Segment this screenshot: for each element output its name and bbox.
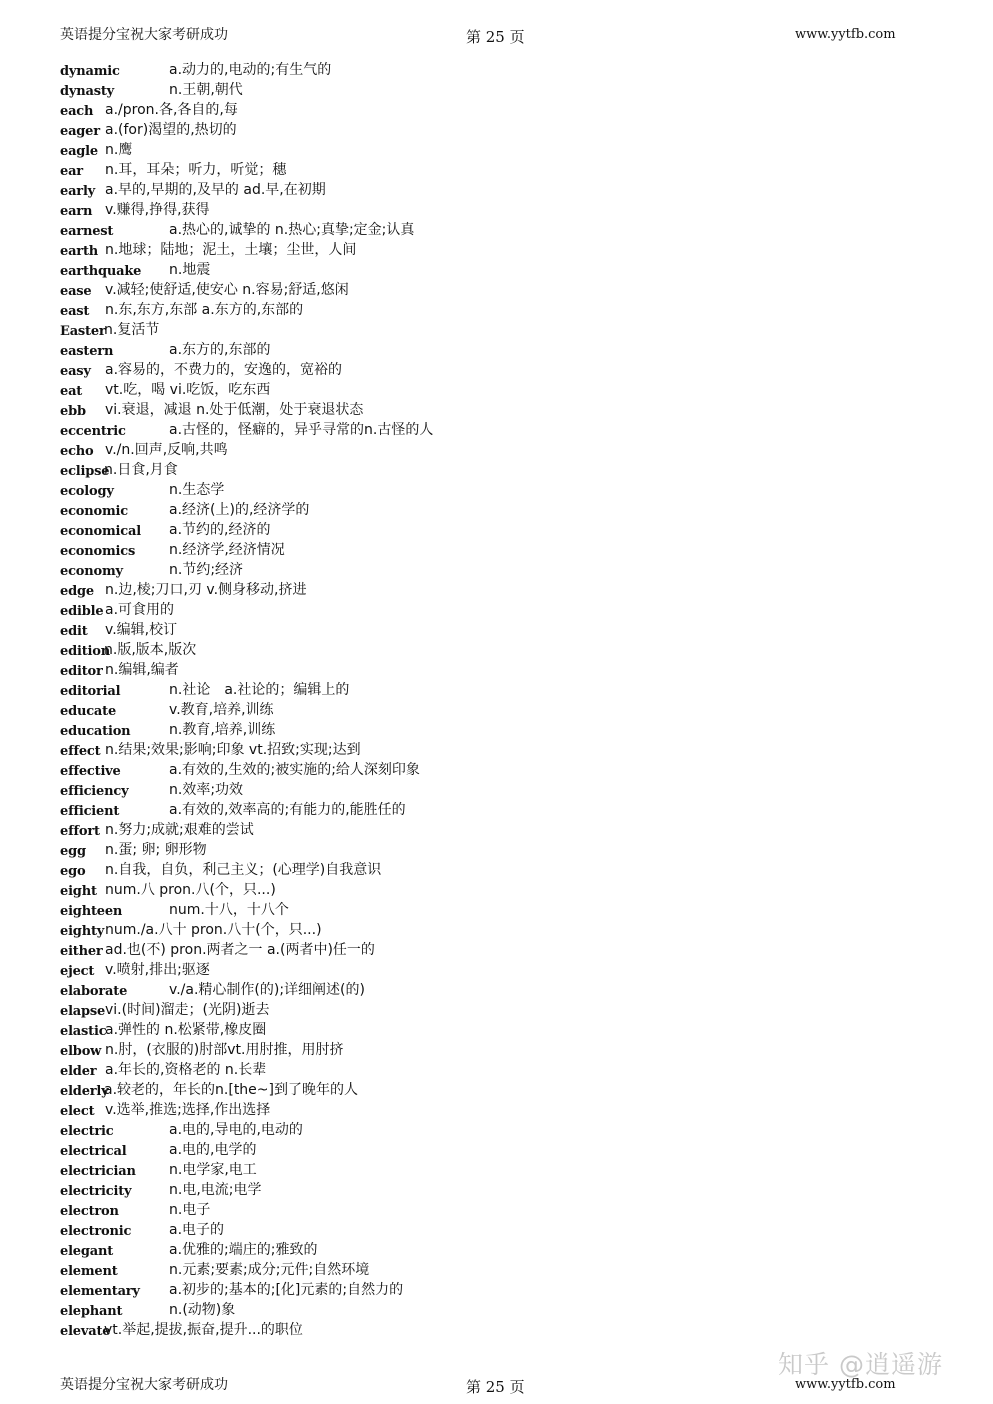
vocab-definition: n.结果;效果;影响;印象 vt.招致;实现;达到 xyxy=(105,742,361,758)
vocab-entry xyxy=(60,600,940,620)
vocab-definition: n.社论 a.社论的；编辑上的 xyxy=(169,682,350,698)
header-website: www.yytfb.com xyxy=(795,27,896,42)
vocab-entry xyxy=(60,920,940,940)
vocab-entry xyxy=(60,1240,940,1260)
vocab-entry xyxy=(60,120,940,140)
vocab-word: effort xyxy=(60,824,100,839)
vocab-entry xyxy=(60,1120,940,1140)
vocab-word: east xyxy=(60,304,90,319)
vocab-definition: a.有效的,效率高的;有能力的,能胜任的 xyxy=(169,802,406,818)
vocab-entry xyxy=(60,60,940,80)
vocab-entry xyxy=(60,660,940,680)
vocab-word: elect xyxy=(60,1104,95,1119)
vocab-definition: a./pron.各,各自的,每 xyxy=(105,102,238,118)
header-page-number: 第 25 页 xyxy=(466,28,525,46)
vocab-word: early xyxy=(60,184,96,199)
vocab-word: effect xyxy=(60,744,101,759)
vocab-definition: num.八 pron.八(个，只...) xyxy=(105,882,276,898)
vocab-word: edition xyxy=(60,644,110,659)
vocab-word: electricity xyxy=(60,1184,132,1199)
vocab-entry xyxy=(60,880,940,900)
vocab-definition: a.电的,导电的,电动的 xyxy=(169,1122,303,1138)
vocab-definition: a.节约的,经济的 xyxy=(169,522,271,538)
vocab-word: eccentric xyxy=(60,424,126,439)
vocabulary-list xyxy=(60,60,940,1340)
vocab-entry xyxy=(60,1200,940,1220)
vocab-word: eclipse xyxy=(60,464,110,479)
vocab-definition: a.古怪的，怪癖的，异乎寻常的n.古怪的人 xyxy=(169,422,434,438)
vocab-word: economical xyxy=(60,524,141,539)
vocab-entry xyxy=(60,900,940,920)
vocab-definition: n.节约;经济 xyxy=(169,562,244,578)
vocab-entry xyxy=(60,500,940,520)
vocab-entry xyxy=(60,260,940,280)
vocab-word: editor xyxy=(60,664,103,679)
vocab-word: earthquake xyxy=(60,264,142,279)
vocab-definition: v.喷射,排出;驱逐 xyxy=(105,962,210,978)
vocab-definition: n.(动物)象 xyxy=(169,1302,236,1318)
vocab-entry xyxy=(60,740,940,760)
vocab-word: each xyxy=(60,104,94,119)
vocab-entry xyxy=(60,520,940,540)
vocab-entry xyxy=(60,1300,940,1320)
vocab-definition: n.效率;功效 xyxy=(169,782,244,798)
vocab-entry xyxy=(60,580,940,600)
vocab-definition: v.减轻;使舒适,使安心 n.容易;舒适,悠闲 xyxy=(105,282,349,298)
vocab-word: elegant xyxy=(60,1244,114,1259)
vocab-entry xyxy=(60,460,940,480)
vocab-word: economy xyxy=(60,564,123,579)
vocab-entry xyxy=(60,1220,940,1240)
vocab-word: earth xyxy=(60,244,99,259)
vocab-word: easy xyxy=(60,364,91,379)
vocab-word: eagle xyxy=(60,144,98,159)
vocab-entry xyxy=(60,440,940,460)
page-header xyxy=(0,24,993,46)
vocab-entry xyxy=(60,420,940,440)
vocab-definition: n.自我，自负，利己主义；(心理学)自我意识 xyxy=(105,862,382,878)
vocab-word: eight xyxy=(60,884,97,899)
vocab-word: earnest xyxy=(60,224,114,239)
vocab-entry xyxy=(60,320,940,340)
vocab-definition: a.热心的,诚挚的 n.热心;真挚;定金;认真 xyxy=(169,222,415,238)
vocab-definition: n.地震 xyxy=(169,262,211,278)
vocab-entry xyxy=(60,180,940,200)
vocab-word: efficiency xyxy=(60,784,129,799)
vocab-word: eat xyxy=(60,384,83,399)
vocab-definition: n.电,电流;电学 xyxy=(169,1182,262,1198)
footer-website: www.yytfb.com xyxy=(795,1377,896,1392)
vocab-entry xyxy=(60,240,940,260)
footer-page-number: 第 25 页 xyxy=(466,1378,525,1396)
vocab-entry xyxy=(60,640,940,660)
vocab-word: electron xyxy=(60,1204,119,1219)
vocab-definition: vt.吃，喝 vi.吃饭，吃东西 xyxy=(105,382,271,398)
vocab-definition: n.边,棱;刀口,刃 v.侧身移动,挤进 xyxy=(105,582,307,598)
vocab-entry xyxy=(60,1060,940,1080)
vocab-entry xyxy=(60,960,940,980)
vocab-word: ebb xyxy=(60,404,86,419)
vocab-word: ecology xyxy=(60,484,114,499)
vocab-entry xyxy=(60,800,940,820)
vocab-definition: a.有效的,生效的;被实施的;给人深刻印象 xyxy=(169,762,420,778)
vocab-entry xyxy=(60,1020,940,1040)
vocab-definition: a.电的,电学的 xyxy=(169,1142,257,1158)
vocab-entry xyxy=(60,340,940,360)
vocab-definition: n.电子 xyxy=(169,1202,211,1218)
vocab-entry xyxy=(60,1320,940,1340)
vocab-word: edit xyxy=(60,624,88,639)
vocab-entry xyxy=(60,860,940,880)
vocab-entry xyxy=(60,540,940,560)
vocab-word: elapse xyxy=(60,1004,106,1019)
vocab-definition: n.生态学 xyxy=(169,482,225,498)
vocab-word: editorial xyxy=(60,684,121,699)
vocab-entry xyxy=(60,280,940,300)
vocab-word: echo xyxy=(60,444,94,459)
vocab-word: dynasty xyxy=(60,84,114,99)
vocab-word: ego xyxy=(60,864,86,879)
vocab-word: elderly xyxy=(60,1084,109,1099)
vocab-entry xyxy=(60,1160,940,1180)
vocab-definition: a.早的,早期的,及早的 ad.早,在初期 xyxy=(105,182,326,198)
vocab-word: electrician xyxy=(60,1164,136,1179)
vocab-definition: a.弹性的 n.松紧带,橡皮圈 xyxy=(105,1022,267,1038)
vocab-definition: n.经济学,经济情况 xyxy=(169,542,285,558)
vocab-definition: num.十八，十八个 xyxy=(169,902,289,918)
vocab-definition: n.地球；陆地；泥土，土壤；尘世，人间 xyxy=(105,242,357,258)
vocab-word: eighteen xyxy=(60,904,123,919)
vocab-definition: num./a.八十 pron.八十(个，只...) xyxy=(105,922,322,938)
vocab-entry xyxy=(60,620,940,640)
vocab-word: eager xyxy=(60,124,100,139)
header-title: 英语提分宝祝大家考研成功 xyxy=(60,27,228,43)
vocab-word: eject xyxy=(60,964,95,979)
vocab-definition: a.东方的,东部的 xyxy=(169,342,271,358)
vocab-definition: a.优雅的;端庄的;雅致的 xyxy=(169,1242,318,1258)
vocab-definition: n.元素;要素;成分;元件;自然环境 xyxy=(169,1262,370,1278)
vocab-definition: n.肘，(衣服的)肘部vt.用肘推，用肘挤 xyxy=(105,1042,344,1058)
vocab-word: elementary xyxy=(60,1284,140,1299)
vocab-definition: v.教育,培养,训练 xyxy=(169,702,274,718)
vocab-entry xyxy=(60,980,940,1000)
vocab-definition: n.电学家,电工 xyxy=(169,1162,257,1178)
vocab-definition: n.努力;成就;艰难的尝试 xyxy=(105,822,254,838)
vocab-entry xyxy=(60,700,940,720)
vocab-word: ear xyxy=(60,164,83,179)
vocab-entry xyxy=(60,1140,940,1160)
vocab-word: egg xyxy=(60,844,86,859)
vocab-definition: vi.(时间)溜走；(光阴)逝去 xyxy=(105,1002,270,1018)
vocab-word: effective xyxy=(60,764,121,779)
vocab-entry xyxy=(60,680,940,700)
vocab-entry xyxy=(60,160,940,180)
vocab-definition: a.可食用的 xyxy=(105,602,175,618)
vocab-word: elaborate xyxy=(60,984,128,999)
vocab-definition: v./n.回声,反响,共鸣 xyxy=(105,442,228,458)
vocab-definition: a.初步的;基本的;[化]元素的;自然力的 xyxy=(169,1282,404,1298)
vocab-definition: n.编辑,编者 xyxy=(105,662,179,678)
vocab-definition: n.王朝,朝代 xyxy=(169,82,243,98)
vocab-word: education xyxy=(60,724,131,739)
vocab-definition: v./a.精心制作(的);详细阐述(的) xyxy=(169,982,365,998)
vocab-definition: vt.举起,提拔,振奋,提升...的职位 xyxy=(104,1322,303,1338)
vocab-entry xyxy=(60,1260,940,1280)
vocab-definition: a.年长的,资格老的 n.长辈 xyxy=(105,1062,267,1078)
vocab-entry xyxy=(60,1100,940,1120)
vocab-definition: a.(for)渴望的,热切的 xyxy=(105,122,237,138)
vocab-word: educate xyxy=(60,704,117,719)
vocab-definition: v.选举,推选;选择,作出选择 xyxy=(105,1102,271,1118)
vocab-entry xyxy=(60,560,940,580)
vocab-definition: n.复活节 xyxy=(104,322,160,338)
vocab-definition: n.教育,培养,训练 xyxy=(169,722,276,738)
vocab-entry xyxy=(60,100,940,120)
vocab-word: Easter xyxy=(60,324,106,339)
vocab-definition: v.赚得,挣得,获得 xyxy=(105,202,210,218)
vocab-word: edge xyxy=(60,584,94,599)
vocab-word: economic xyxy=(60,504,128,519)
vocab-definition: n.耳，耳朵；听力，听觉；穗 xyxy=(105,162,287,178)
vocab-definition: n.东,东方,东部 a.东方的,东部的 xyxy=(105,302,304,318)
vocab-definition: a.较老的，年长的n.[the~]到了晚年的人 xyxy=(104,1082,358,1098)
vocab-word: elevate xyxy=(60,1324,111,1339)
vocab-entry xyxy=(60,360,940,380)
vocab-entry xyxy=(60,400,940,420)
vocab-entry xyxy=(60,780,940,800)
vocab-definition: n.蛋; 卵; 卵形物 xyxy=(105,842,207,858)
vocab-definition: n.鹰 xyxy=(105,142,133,158)
vocab-word: eastern xyxy=(60,344,114,359)
vocab-entry xyxy=(60,820,940,840)
vocab-definition: a.容易的，不费力的，安逸的，宽裕的 xyxy=(105,362,343,378)
vocab-word: electric xyxy=(60,1124,114,1139)
vocab-word: electronic xyxy=(60,1224,132,1239)
vocab-definition: a.经济(上)的,经济学的 xyxy=(169,502,310,518)
vocab-definition: a.电子的 xyxy=(169,1222,225,1238)
vocab-definition: vi.衰退，减退 n.处于低潮，处于衰退状态 xyxy=(105,402,364,418)
vocab-entry xyxy=(60,1080,940,1100)
vocab-word: electrical xyxy=(60,1144,127,1159)
vocab-word: element xyxy=(60,1264,118,1279)
vocab-entry xyxy=(60,1280,940,1300)
vocab-entry xyxy=(60,380,940,400)
vocab-entry xyxy=(60,80,940,100)
vocab-entry xyxy=(60,1000,940,1020)
vocab-word: ease xyxy=(60,284,92,299)
vocab-entry xyxy=(60,760,940,780)
vocab-entry xyxy=(60,1040,940,1060)
vocab-entry xyxy=(60,220,940,240)
vocab-word: elastic xyxy=(60,1024,107,1039)
vocab-definition: a.动力的,电动的;有生气的 xyxy=(169,62,332,78)
vocab-definition: n.日食,月食 xyxy=(104,462,178,478)
vocab-word: either xyxy=(60,944,103,959)
zhihu-watermark: 知乎 @逍遥游 xyxy=(778,1350,943,1379)
vocab-entry xyxy=(60,140,940,160)
vocab-entry xyxy=(60,840,940,860)
vocab-definition: v.编辑,校订 xyxy=(105,622,178,638)
vocab-word: edible xyxy=(60,604,104,619)
vocab-entry xyxy=(60,1180,940,1200)
vocab-entry xyxy=(60,200,940,220)
vocab-word: dynamic xyxy=(60,64,120,79)
vocab-word: earn xyxy=(60,204,93,219)
vocab-word: elephant xyxy=(60,1304,123,1319)
vocab-entry xyxy=(60,300,940,320)
vocab-word: efficient xyxy=(60,804,120,819)
vocab-definition: n.版,版本,版次 xyxy=(104,642,197,658)
vocab-word: elbow xyxy=(60,1044,102,1059)
vocab-entry xyxy=(60,480,940,500)
footer-title: 英语提分宝祝大家考研成功 xyxy=(60,1377,228,1393)
vocab-word: economics xyxy=(60,544,136,559)
vocab-entry xyxy=(60,940,940,960)
vocab-entry xyxy=(60,720,940,740)
vocab-word: elder xyxy=(60,1064,97,1079)
vocab-definition: ad.也(不) pron.两者之一 a.(两者中)任一的 xyxy=(105,942,375,958)
vocab-word: eighty xyxy=(60,924,105,939)
